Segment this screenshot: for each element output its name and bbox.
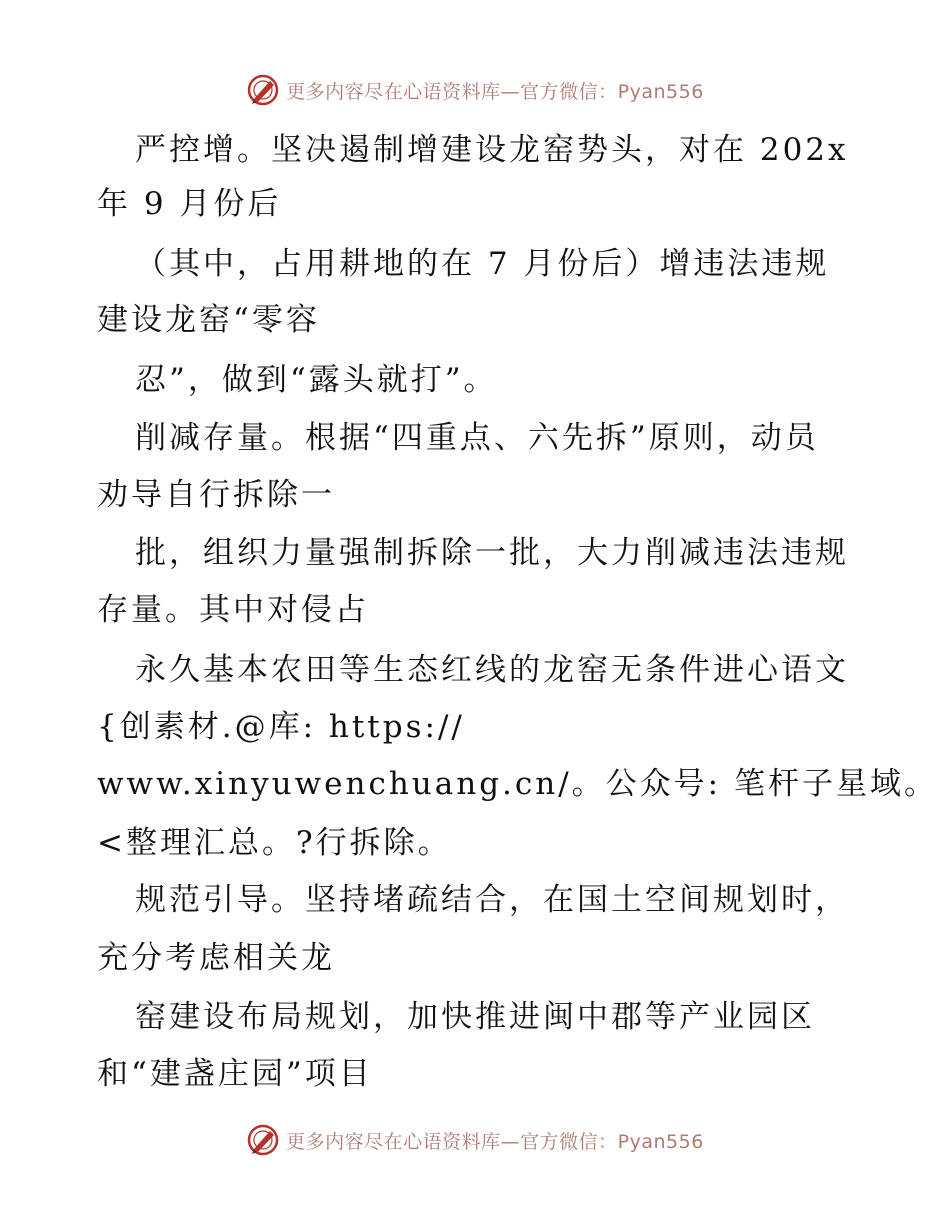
- text-line: 充分考虑相关龙: [97, 940, 335, 976]
- text-line: 窑建设布局规划，加快推进闽中郡等产业园区: [135, 999, 815, 1035]
- header-banner-text: 更多内容尽在心语资料库—官方微信：Pyan556: [286, 80, 704, 103]
- text-line: <整理汇总。?行拆除。: [97, 825, 452, 861]
- text-line: 建设龙窑“零容: [97, 302, 320, 338]
- text-line: 忍”，做到“露头就打”。: [135, 362, 498, 398]
- text-line: 存量。其中对侵占: [97, 592, 369, 628]
- text-line: （其中，占用耕地的在 7 月份后）增违法违规: [135, 246, 830, 282]
- text-line: 严控增。坚决遏制增建设龙窑势头，对在 202x: [135, 132, 849, 168]
- footer-banner: [0, 1120, 950, 1160]
- text-line: 削减存量。根据“四重点、六先拆”原则，动员: [135, 420, 819, 456]
- text-line: 规范引导。坚持堵疏结合，在国土空间规划时，: [135, 882, 849, 918]
- text-line: 批，组织力量强制拆除一批，大力削减违法违规: [135, 535, 849, 571]
- red-pen-logo-icon: [246, 1123, 280, 1157]
- text-line: 劝导自行拆除一: [97, 477, 335, 513]
- text-line: {创素材.@库: https://: [97, 709, 465, 745]
- text-line: 永久基本农田等生态红线的龙窑无条件进心语文: [135, 652, 849, 688]
- red-pen-logo-icon: [246, 73, 280, 107]
- header-banner: [0, 70, 950, 110]
- text-line: 和“建盏庄园”项目: [97, 1056, 373, 1092]
- text-line: www.xinyuwenchuang.cn/。公众号: 笔杆子星域。: [97, 766, 938, 802]
- text-line: 年 9 月份后: [97, 186, 282, 222]
- footer-banner-text: 更多内容尽在心语资料库—官方微信：Pyan556: [286, 1130, 704, 1153]
